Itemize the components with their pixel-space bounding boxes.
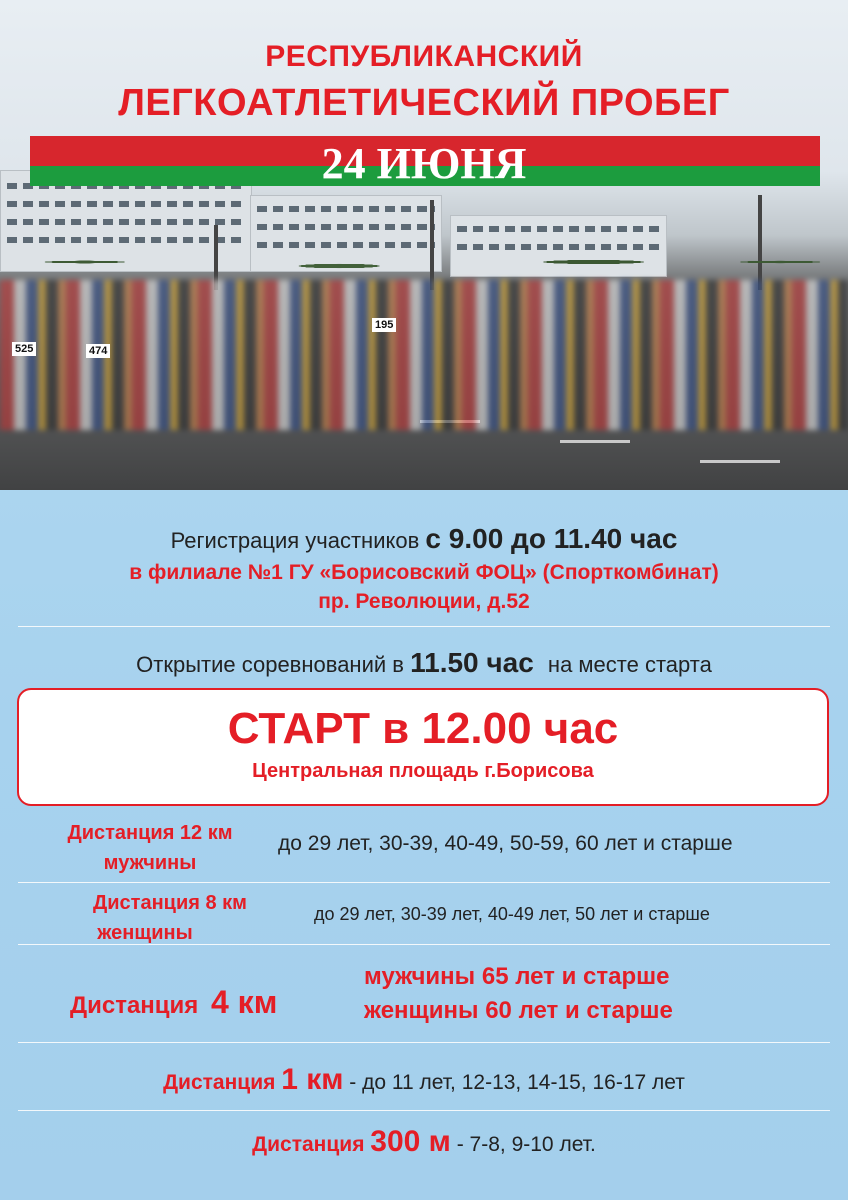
distance-300m-line	[0, 1125, 848, 1159]
runner-bib: 195	[372, 318, 396, 332]
divider	[18, 626, 830, 627]
distance-ages: - 7-8, 9-10 лет.	[456, 1133, 596, 1156]
start-title: СТАРТ в 12.00 час	[227, 704, 619, 753]
registration-time: с 9.00 до 11.40 час	[425, 523, 678, 554]
start-location: Центральная площадь г.Борисова	[252, 760, 594, 782]
divider	[18, 1110, 830, 1111]
title-line-2: ЛЕГКОАТЛЕТИЧЕСКИЙ ПРОБЕГ	[118, 82, 730, 124]
distance-4km-label	[70, 984, 277, 1021]
distance-1km-line	[0, 1063, 848, 1097]
distance-prefix: Дистанция	[163, 1071, 276, 1094]
distance-group: мужчины	[103, 852, 197, 874]
distance-12km-ages: до 29 лет, 30-39, 40-49, 50-59, 60 лет и старше	[278, 832, 733, 855]
distance-prefix: Дистанция	[70, 992, 199, 1019]
runner-bib: 474	[86, 344, 110, 358]
distance-4km-groups	[364, 960, 673, 1028]
registration-place: в филиале №1 ГУ «Борисовский ФОЦ» (Спорткомбинат)	[129, 561, 719, 584]
registration-line	[0, 523, 848, 555]
distance-group: женщины	[97, 922, 193, 944]
distance-value: 4 км	[210, 984, 278, 1020]
title-line-1: РЕСПУБЛИКАНСКИЙ	[265, 40, 583, 73]
distance-value: 300 м	[370, 1125, 451, 1158]
distance-name: Дистанция 8 км	[93, 892, 247, 914]
distance-prefix: Дистанция	[252, 1133, 365, 1156]
event-date: 24 ИЮНЯ	[321, 139, 527, 188]
distance-8km-ages: до 29 лет, 30-39 лет, 40-49 лет, 50 лет и старше	[314, 904, 710, 924]
divider	[18, 1042, 830, 1043]
distance-value: 1 км	[281, 1063, 344, 1096]
distance-group-women: женщины 60 лет и старше	[364, 997, 673, 1024]
runners-crowd	[0, 280, 848, 430]
opening-suffix: на месте старта	[547, 652, 712, 677]
distance-ages: - до 11 лет, 12-13, 14-15, 16-17 лет	[349, 1071, 685, 1094]
registration-address: пр. Революции, д.52	[318, 590, 530, 613]
opening-label: Открытие соревнований в	[136, 652, 404, 677]
distance-12km-label	[30, 818, 270, 878]
runner-bib: 525	[12, 342, 36, 356]
divider	[18, 944, 830, 945]
distance-name: Дистанция 12 км	[67, 822, 233, 844]
start-box	[17, 688, 829, 806]
registration-label: Регистрация участников	[170, 528, 420, 553]
opening-line	[0, 647, 848, 679]
trees	[0, 238, 848, 278]
distance-8km-label	[50, 888, 290, 948]
divider	[18, 882, 830, 883]
opening-time: 11.50 час	[410, 647, 534, 678]
distance-group-men: мужчины 65 лет и старше	[364, 963, 670, 990]
